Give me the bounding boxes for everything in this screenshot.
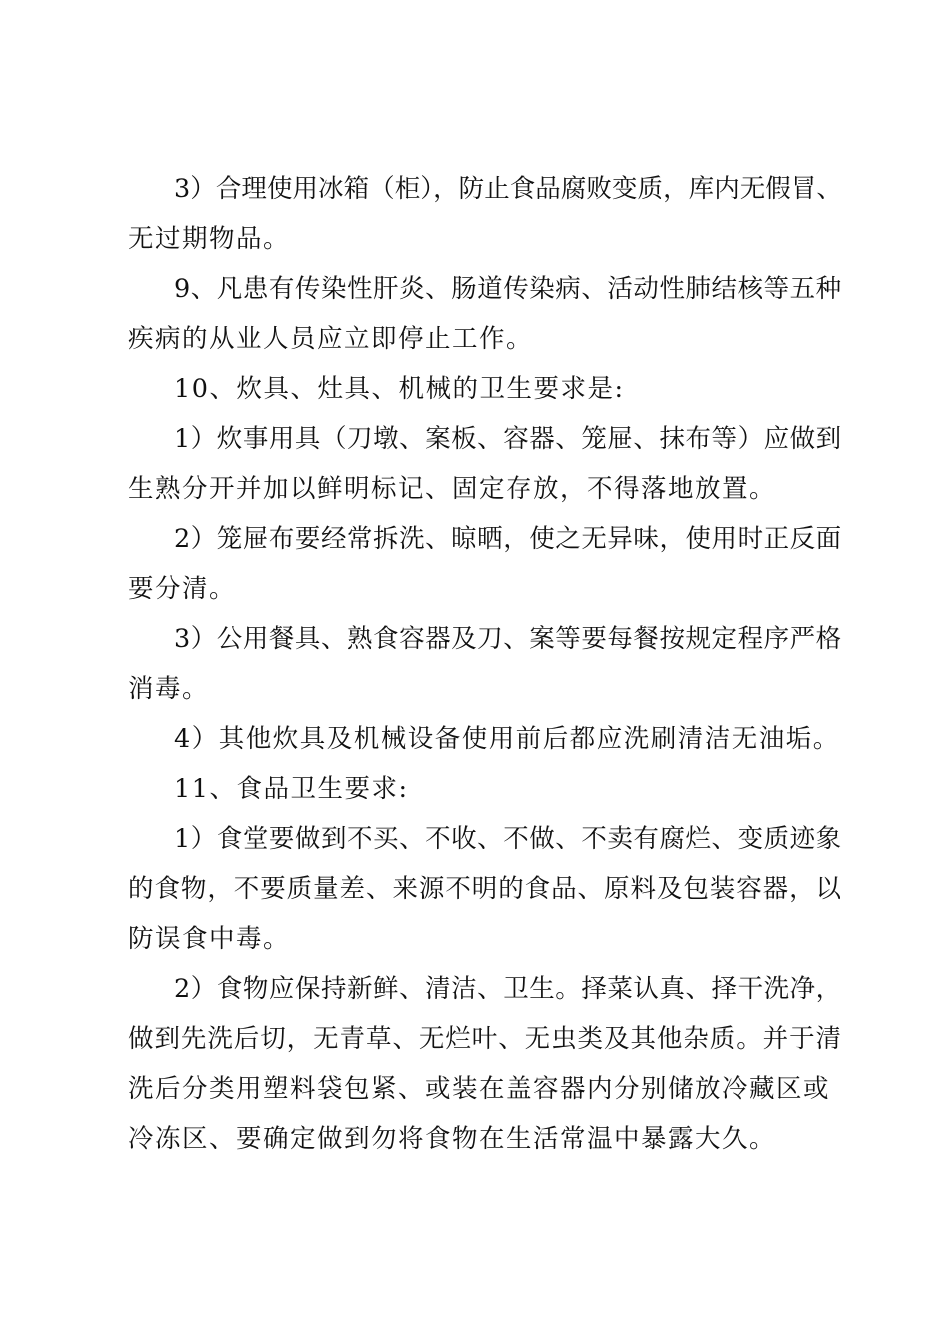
text-line: 无过期物品。 <box>128 224 291 254</box>
text-line: 2）笼屉布要经常拆洗、晾晒，使之无异味，使用时正反面 <box>174 524 842 554</box>
text-line: 1）炊事用具（刀墩、案板、容器、笼屉、抹布等）应做到 <box>174 424 842 454</box>
text-line: 2）食物应保持新鲜、清洁、卫生。择菜认真、择干洗净， <box>174 974 842 1004</box>
text-line: 的食物，不要质量差、来源不明的食品、原料及包装容器，以 <box>128 874 843 904</box>
text-line: 1）食堂要做到不买、不收、不做、不卖有腐烂、变质迹象 <box>174 824 842 854</box>
text-line: 3）公用餐具、熟食容器及刀、案等要每餐按规定程序严格 <box>174 624 842 654</box>
text-line: 防误食中毒。 <box>128 924 291 954</box>
text-line: 洗后分类用塑料袋包紧、或装在盖容器内分别储放冷藏区或 <box>128 1074 831 1104</box>
text-line: 疾病的从业人员应立即停止工作。 <box>128 324 534 354</box>
text-line: 3）合理使用冰箱（柜），防止食品腐败变质，库内无假冒、 <box>174 174 842 204</box>
text-line: 9、凡患有传染性肝炎、肠道传染病、活动性肺结核等五种 <box>174 274 842 304</box>
text-line: 冷冻区、要确定做到勿将食物在生活常温中暴露大久。 <box>128 1124 777 1154</box>
text-line: 10、炊具、灶具、机械的卫生要求是: <box>174 374 625 404</box>
text-line: 4）其他炊具及机械设备使用前后都应洗刷清洁无油垢。 <box>174 724 840 754</box>
text-line: 做到先洗后切，无青草、无烂叶、无虫类及其他杂质。并于清 <box>128 1024 843 1054</box>
text-line: 消毒。 <box>128 674 210 704</box>
text-line: 要分清。 <box>128 574 237 604</box>
text-line: 生熟分开并加以鲜明标记、固定存放，不得落地放置。 <box>128 474 777 504</box>
text-line: 11、食品卫生要求: <box>174 774 409 804</box>
